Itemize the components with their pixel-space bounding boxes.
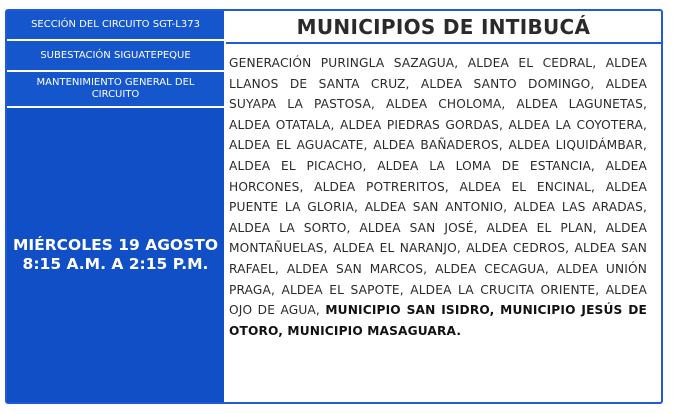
municipalities-list: MUNICIPIO SAN ISIDRO, MUNICIPIO JESÚS DE OTORO, MUNICIPIO MASAGUARA. <box>229 303 647 338</box>
affected-areas-text <box>229 53 647 341</box>
outage-time: 8:15 A.M. A 2:15 P.M. <box>22 255 209 273</box>
localities-list: GENERACIÓN PURINGLA SAZAGUA, ALDEA EL CEDRAL, ALDEA LLANOS DE SANTA CRUZ, ALDEA SANTO DOMINGO, ALDEA SUYAPA LA PASTOSA, ALDEA CHOLOMA, ALDEA LAGUNETAS, ALDEA OTATALA, ALDEA PIEDRAS GORDAS, ALDEA LA COYOTERA, ALDEA EL AGUACATE, ALDEA BAÑADEROS, ALDEA LIQUIDÁMBAR, ALDEA EL PICACHO, ALDEA LA LOMA DE ESTANCIA, ALDEA HORCONES, ALDEA POTRERITOS, ALDEA EL ENCINAL, ALDEA PUENTE LA GLORIA, ALDEA SAN ANTONIO, ALDEA LAS ARADAS, ALDEA LA SORTO, ALDEA SAN JOSÉ, ALDEA EL PLAN, ALDEA MONTAÑUELAS, ALDEA EL NARANJO, ALDEA CEDROS, ALDEA SAN RAFAEL, ALDEA SAN MARCOS, ALDEA CECAGUA, ALDEA UNIÓN PRAGA, ALDEA EL SAPOTE, ALDEA LA CRUCITA ORIENTE, ALDEA OJO DE AGUA, <box>229 56 647 318</box>
page-title: MUNICIPIOS DE INTIBUCÁ <box>226 11 661 44</box>
maintenance-label: MANTENIMIENTO GENERAL DEL CIRCUITO <box>7 72 224 108</box>
circuit-section-label: SECCIÓN DEL CIRCUITO SGT-L373 <box>7 11 224 41</box>
date-time-block <box>7 108 224 402</box>
schedule-panel <box>7 11 226 402</box>
outage-date: MIÉRCOLES 19 AGOSTO <box>12 236 219 254</box>
substation-label: SUBESTACIÓN SIGUATEPEQUE <box>7 41 224 72</box>
